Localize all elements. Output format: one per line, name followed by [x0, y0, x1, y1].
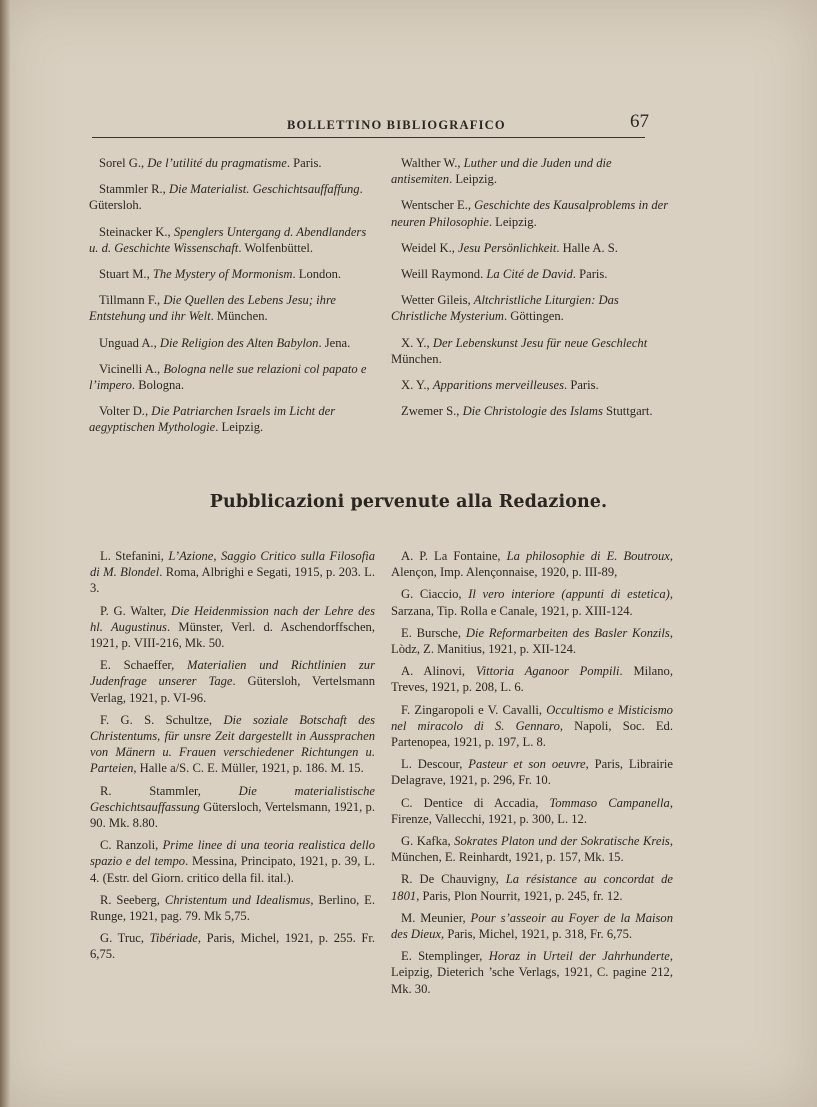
entry-title: L’Azione, Saggio Critico sulla Filosofia di M. Blondel: [90, 549, 375, 580]
entry-publication: Stuttgart.: [602, 404, 653, 419]
bibliography-entry: [89, 335, 375, 351]
bibliography-entry: [391, 586, 673, 618]
header-title: BOLLETTINO BIBLIOGRAFICO: [287, 118, 506, 132]
bibliography-entry: [391, 292, 671, 324]
entry-title: La philosophie di E. Boutroux: [506, 549, 670, 563]
bibliography-entry: [89, 155, 375, 171]
entry-author: Steinacker K.,: [99, 224, 174, 239]
entry-author: F. Zingaropoli e V. Cavalli,: [401, 702, 547, 717]
entry-title: Pasteur et son oeuvre: [468, 757, 586, 772]
entry-author: Wentscher E.,: [401, 198, 475, 213]
entry-author: M. Meunier,: [401, 910, 471, 925]
entry-title: Vittoria Aganoor Pompili: [475, 664, 620, 679]
bibliography-entry: [391, 833, 673, 865]
entry-title: Die Christologie des Islams: [462, 404, 603, 419]
entry-author: E. Stemplinger,: [401, 949, 489, 964]
entry-author: Weill Raymond.: [401, 267, 487, 282]
bibliography-entry: [391, 266, 671, 282]
entry-author: A. P. La Fontaine,: [401, 549, 507, 563]
entry-title: Sokrates Platon und der Sokratische Kreis: [454, 834, 670, 849]
entry-author: Tillmann F.,: [99, 293, 164, 308]
entry-author: R. De Chauvigny,: [401, 872, 506, 887]
entry-title: Apparitions merveilleuses: [432, 378, 565, 393]
bibliography-column-right: [391, 155, 671, 429]
bibliography-entry: [391, 240, 671, 256]
entry-publication: . Halle A. S.: [556, 240, 618, 255]
entry-title: Prime linee di una teoria realistica dello spazio e del tempo: [90, 838, 375, 869]
entry-title: Die soziale Botschaft des Christentums, für unsre Zeit dargestellt in Aussprachen von Mänern u. Frauen verschiedener Richtungen u. Parteien: [90, 712, 375, 776]
bibliography-entry: [89, 292, 375, 324]
entry-author: Vicinelli A.,: [99, 361, 164, 376]
entry-title: La résistance au concordat de 1801: [391, 872, 673, 903]
bibliography-entry: [391, 871, 673, 903]
entry-author: Volter D.,: [99, 404, 152, 419]
entry-publication: Gütersloch, Vertelsmann, 1921, p. 90. Mk. 8.80.: [90, 799, 375, 831]
entry-title: Die materialistische Geschichtsauffassung: [90, 783, 375, 814]
publications-column-left: [90, 548, 375, 969]
bibliography-entry: [391, 910, 673, 942]
entry-author: Wetter Gileis,: [401, 293, 474, 308]
entry-title: Materialien und Richtlinien zur Judenfrage unserer Tage: [90, 658, 375, 689]
entry-author: X. Y.,: [401, 335, 433, 350]
entry-author: X. Y.,: [401, 378, 433, 393]
entry-author: Zwemer S.,: [401, 404, 463, 419]
entry-publication: . Gütersloh.: [89, 182, 363, 213]
entry-author: L. Stefanini,: [100, 549, 169, 563]
bibliography-entry: [391, 625, 673, 657]
entry-publication: München.: [391, 351, 442, 366]
bibliography-entry: [391, 702, 673, 751]
entry-title: Spenglers Untergang d. Abendlanders u. d. Geschichte Wissenschaft: [89, 224, 367, 255]
entry-publication: . Münster, Verl. d. Aschendorffschen, 1921, p. VIII-216, Mk. 50.: [90, 619, 375, 651]
entry-title: Occultismo e Misticismo nel miracolo di S. Gennaro: [391, 702, 673, 733]
entry-publication: , Berlino, E. Runge, 1921, pag. 79. Mk 5,75.: [90, 892, 376, 924]
entry-author: G. Kafka,: [401, 834, 455, 849]
bibliography-entry: [89, 224, 375, 256]
entry-publication: , Paris, Michel, 1921, p. 318, Fr. 6,75.: [441, 927, 633, 942]
entry-title: Il vero interiore (appunti di estetica): [468, 587, 670, 602]
section-heading: Pubblicazioni pervenute alla Redazione.: [209, 492, 608, 512]
entry-author: C. Ranzoli,: [100, 838, 163, 853]
entry-title: Der Lebenskunst Jesu für neue Geschlecht: [432, 335, 648, 350]
entry-title: Bologna nelle sue relazioni col papato e l’impero: [89, 361, 367, 393]
entry-title: Geschichte des Kausalproblems in der neuren Philosophie: [391, 198, 669, 229]
entry-author: L. Descour,: [401, 757, 469, 772]
bibliography-entry: [90, 892, 375, 924]
binding-edge: [0, 0, 10, 1107]
bibliography-entry: [391, 548, 673, 580]
entry-author: P. G. Walter,: [100, 603, 172, 618]
bibliography-entry: [90, 837, 375, 886]
entry-title: La Cité de David: [486, 267, 573, 282]
bibliography-entry: [391, 335, 671, 367]
bibliography-entry: [90, 603, 375, 652]
entry-title: Christentum und Idealismus: [164, 892, 311, 907]
entry-title: Horaz in Urteil der Jahrhunderte: [488, 949, 670, 964]
entry-author: G. Truc,: [100, 931, 150, 946]
entry-title: Tibériade: [149, 931, 198, 946]
entry-publication: . Leipzig.: [215, 420, 264, 435]
entry-publication: . Leipzig.: [449, 172, 497, 187]
entry-title: Die Religion des Alten Babylon: [159, 335, 319, 350]
entry-publication: . Jena.: [318, 335, 351, 350]
entry-publication: . Bologna.: [131, 378, 185, 393]
entry-publication: . Göttingen.: [503, 309, 564, 324]
bibliography-entry: [89, 361, 375, 393]
bibliography-entry: [90, 548, 375, 597]
entry-publication: . Messina, Principato, 1921, p. 39, L. 4. (Estr. del Giorn. critico della fil. ital.).: [90, 854, 375, 885]
page-number: 67: [630, 111, 649, 132]
bibliography-entry: [391, 155, 671, 187]
entry-author: Stammler R.,: [99, 182, 169, 197]
entry-publication: , Sarzana, Tip. Rolla e Canale, 1921, p. XIII-124.: [391, 587, 673, 618]
entry-publication: , Firenze, Vallecchi, 1921, p. 300, L. 12.: [391, 795, 673, 826]
entry-author: Stuart M.,: [99, 267, 153, 282]
bibliography-entry: [89, 266, 375, 282]
entry-author: Weidel K.,: [401, 240, 459, 255]
entry-publication: . München.: [210, 309, 268, 324]
entry-author: R. Stammler,: [100, 783, 239, 798]
bibliography-entry: [391, 197, 671, 229]
bibliography-column-left: [89, 155, 375, 446]
entry-author: A. Alinovi,: [401, 664, 476, 679]
entry-publication: , Napoli, Soc. Ed. Partenopea, 1921, p. 197, L. 8.: [391, 718, 673, 750]
publications-column-right: [391, 548, 673, 1003]
entry-author: Sorel G.,: [99, 156, 148, 170]
entry-publication: , Alençon, Imp. Alençonnaise, 1920, p. III-89,: [391, 549, 673, 580]
entry-publication: , Paris, Librairie Delagrave, 1921, p. 296, Fr. 10.: [391, 757, 673, 788]
bibliography-entry: [89, 181, 375, 213]
entry-title: Die Materialist. Geschichtsauffaffung: [168, 182, 360, 197]
entry-publication: . London.: [292, 267, 342, 282]
entry-publication: , Paris, Michel, 1921, p. 255. Fr. 6,75.: [90, 931, 375, 962]
entry-title: The Mystery of Mormonism: [152, 267, 293, 282]
entry-author: R. Seeberg,: [100, 892, 165, 907]
entry-author: Unguad A.,: [99, 335, 160, 350]
entry-publication: . Paris.: [286, 156, 322, 170]
bibliography-entry: [89, 403, 375, 435]
bibliography-entry: [391, 795, 673, 827]
entry-title: Luther und die Juden und die antisemiten: [391, 156, 612, 187]
running-header: [92, 111, 649, 138]
bibliography-entry: [391, 377, 671, 393]
entry-author: E. Bursche,: [401, 625, 466, 640]
bibliography-entry: [90, 657, 375, 706]
bibliography-entry: [391, 756, 673, 788]
entry-author: E. Schaeffer,: [100, 658, 188, 673]
entry-publication: , Leipzig, Dieterich ’sche Verlags, 1921, C. pagine 212, Mk. 30.: [391, 949, 673, 996]
entry-title: Die Patriarchen Israels im Licht der aegyptischen Mythologie: [89, 404, 336, 435]
entry-title: Tommaso Campanella: [549, 795, 670, 810]
bibliography-entry: [90, 712, 375, 777]
entry-title: Pour s’asseoir au Foyer de la Maison des Dieux: [391, 910, 674, 942]
entry-author: G. Ciaccio,: [401, 587, 469, 602]
bibliography-entry: [391, 403, 671, 419]
entry-publication: , Paris, Plon Nourrit, 1921, p. 245, fr. 12.: [416, 888, 623, 903]
entry-author: Walther W.,: [401, 156, 464, 170]
bibliography-entry: [391, 948, 673, 997]
entry-publication: . Gütersloh, Vertelsmann Verlag, 1921, p. VI-96.: [90, 674, 375, 705]
entry-publication: . Paris.: [572, 267, 608, 282]
entry-title: Die Heidenmission nach der Lehre des hl. Augustinus: [90, 603, 375, 634]
entry-title: De l’utilité du pragmatisme: [147, 156, 287, 170]
entry-title: Die Reformarbeiten des Basler Konzils: [465, 625, 670, 640]
entry-author: C. Dentice di Accadia,: [401, 795, 550, 810]
entry-publication: . Wolfenbüttel.: [238, 240, 314, 255]
entry-title: Die Quellen des Lebens Jesu; ihre Entstehung und ihr Welt: [89, 293, 336, 324]
entry-publication: , München, E. Reinhardt, 1921, p. 157, Mk. 15.: [391, 834, 673, 865]
entry-publication: . Leipzig.: [488, 214, 537, 229]
entry-title: Altchristliche Liturgien: Das Christliche Mysterium: [391, 293, 619, 324]
entry-author: F. G. S. Schultze,: [100, 712, 224, 727]
entry-publication: . Roma, Albrighi e Segati, 1915, p. 203. L. 3.: [90, 565, 375, 596]
entry-title: Jesu Persönlichkeit: [458, 240, 557, 255]
entry-publication: , Lòdz, Z. Manitius, 1921, p. XII-124.: [391, 625, 673, 657]
entry-publication: . Milano, Treves, 1921, p. 208, L. 6.: [391, 664, 673, 695]
bibliography-entry: [391, 663, 673, 695]
bibliography-entry: [90, 783, 375, 832]
bibliography-entry: [90, 930, 375, 962]
entry-publication: . Paris.: [564, 378, 599, 393]
entry-publication: , Halle a/S. C. E. Müller, 1921, p. 186. M. 15.: [133, 761, 364, 776]
